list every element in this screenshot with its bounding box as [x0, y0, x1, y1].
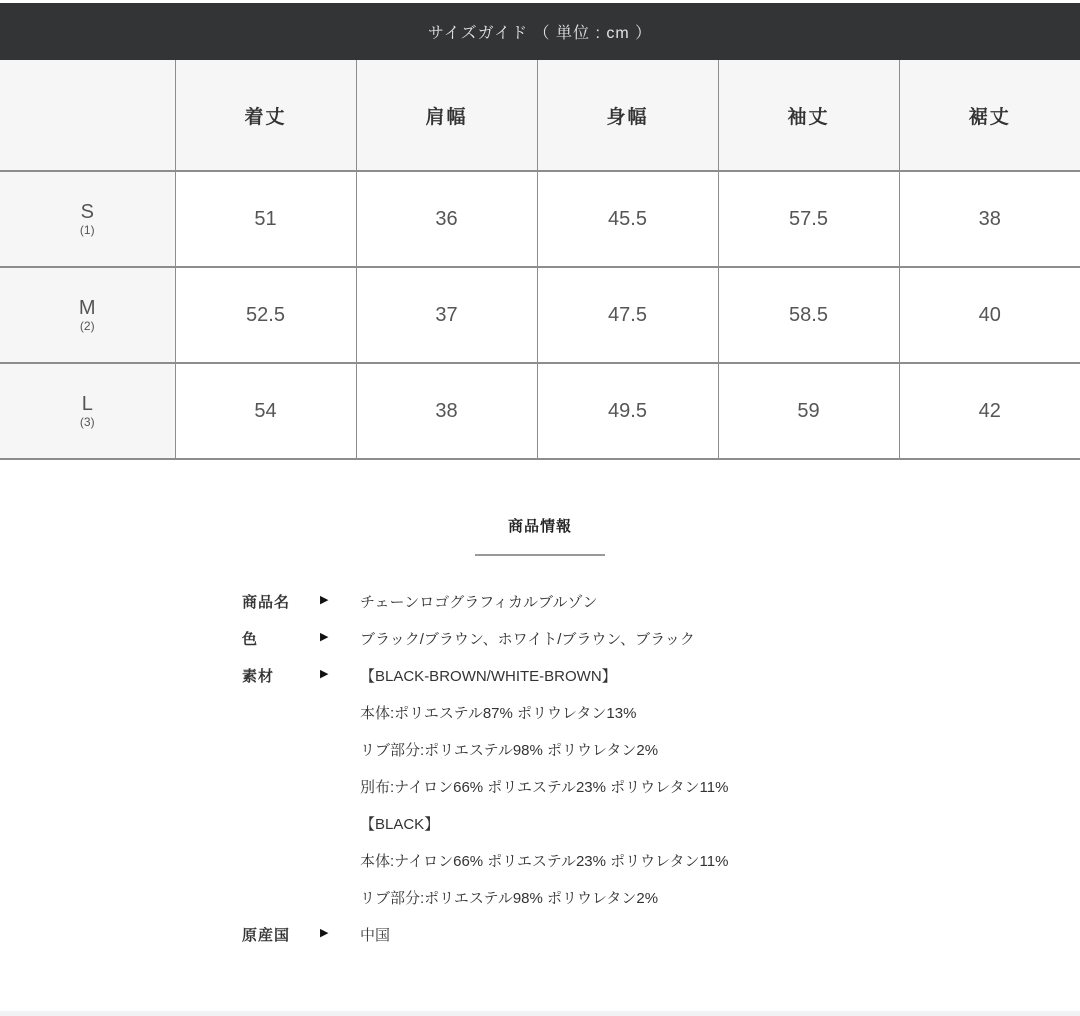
- size-table-corner-cell: [0, 60, 175, 171]
- size-cell: 38: [899, 171, 1080, 267]
- info-row-origin-country: [242, 924, 1080, 961]
- table-row-size-m: [0, 267, 1080, 363]
- bottom-strip: [0, 1011, 1080, 1016]
- product-info-list: [242, 591, 1080, 961]
- info-label: 原産国: [242, 927, 291, 944]
- size-guide-title-bar: [0, 3, 1080, 60]
- size-cell: 59: [718, 363, 899, 459]
- arrow-spacer: [320, 739, 360, 741]
- info-value: リブ部分:ポリエステル98% ポリウレタン2%: [360, 890, 659, 907]
- size-table-header-row: [0, 60, 1080, 171]
- table-row-size-l: [0, 363, 1080, 459]
- arrow-spacer: [320, 850, 360, 852]
- size-cell: 49.5: [537, 363, 718, 459]
- size-cell: 54: [175, 363, 356, 459]
- size-cell: 36: [356, 171, 537, 267]
- arrow-spacer: [320, 813, 360, 815]
- size-note: (1): [79, 223, 95, 237]
- size-label: S: [80, 201, 94, 223]
- info-value: ブラック/ブラウン、ホワイト/ブラウン、ブラック: [360, 631, 695, 648]
- info-value: 本体:ナイロン66% ポリエステル23% ポリウレタン11%: [360, 853, 729, 870]
- info-value: チェーンロゴグラフィカルブルゾン: [360, 594, 598, 611]
- arrow-right-icon: ▶: [320, 594, 329, 606]
- arrow-spacer: [320, 887, 360, 889]
- product-info-title: 商品情報: [507, 518, 572, 535]
- info-label: 色: [242, 631, 259, 648]
- size-cell: 51: [175, 171, 356, 267]
- size-note: (3): [79, 415, 95, 429]
- column-header-hem: 裾丈: [899, 60, 1080, 171]
- info-row-material-detail: [242, 813, 1080, 850]
- table-row-size-s: [0, 171, 1080, 267]
- info-value: 中国: [360, 927, 391, 944]
- size-row-header: [0, 171, 175, 267]
- size-cell: 40: [899, 267, 1080, 363]
- info-value: 別布:ナイロン66% ポリエステル23% ポリウレタン11%: [360, 779, 729, 796]
- column-header-body-width: 身幅: [537, 60, 718, 171]
- size-row-header: [0, 363, 175, 459]
- column-header-sleeve: 袖丈: [718, 60, 899, 171]
- size-cell: 45.5: [537, 171, 718, 267]
- size-cell: 58.5: [718, 267, 899, 363]
- size-cell: 42: [899, 363, 1080, 459]
- column-header-length: 着丈: [175, 60, 356, 171]
- info-row-material: [242, 665, 1080, 702]
- info-value: リブ部分:ポリエステル98% ポリウレタン2%: [360, 742, 659, 759]
- size-cell: 47.5: [537, 267, 718, 363]
- info-row-material-detail: [242, 776, 1080, 813]
- info-value: 【BLACK】: [360, 816, 440, 833]
- info-row-material-detail: [242, 887, 1080, 924]
- arrow-spacer: [320, 702, 360, 704]
- info-row-product-name: [242, 591, 1080, 628]
- size-cell: 38: [356, 363, 537, 459]
- size-row-header: [0, 267, 175, 363]
- info-row-material-detail: [242, 739, 1080, 776]
- info-label: 素材: [242, 668, 275, 685]
- size-table: [0, 60, 1080, 460]
- info-row-material-detail: [242, 850, 1080, 887]
- size-label: M: [78, 297, 96, 319]
- info-row-color: [242, 628, 1080, 665]
- size-note: (2): [79, 319, 95, 333]
- divider: [475, 554, 605, 556]
- column-header-shoulder: 肩幅: [356, 60, 537, 171]
- size-cell: 37: [356, 267, 537, 363]
- info-label: 商品名: [242, 594, 291, 611]
- size-cell: 57.5: [718, 171, 899, 267]
- info-row-material-detail: [242, 702, 1080, 739]
- info-value: 【BLACK-BROWN/WHITE-BROWN】: [360, 668, 617, 685]
- size-cell: 52.5: [175, 267, 356, 363]
- arrow-right-icon: ▶: [320, 631, 329, 643]
- info-value: 本体:ポリエステル87% ポリウレタン13%: [360, 705, 637, 722]
- size-guide-title: サイズガイド （ 単位 : cm ）: [427, 25, 653, 42]
- size-label: L: [81, 393, 93, 415]
- arrow-right-icon: ▶: [320, 927, 329, 939]
- arrow-spacer: [320, 776, 360, 778]
- arrow-right-icon: ▶: [320, 668, 329, 680]
